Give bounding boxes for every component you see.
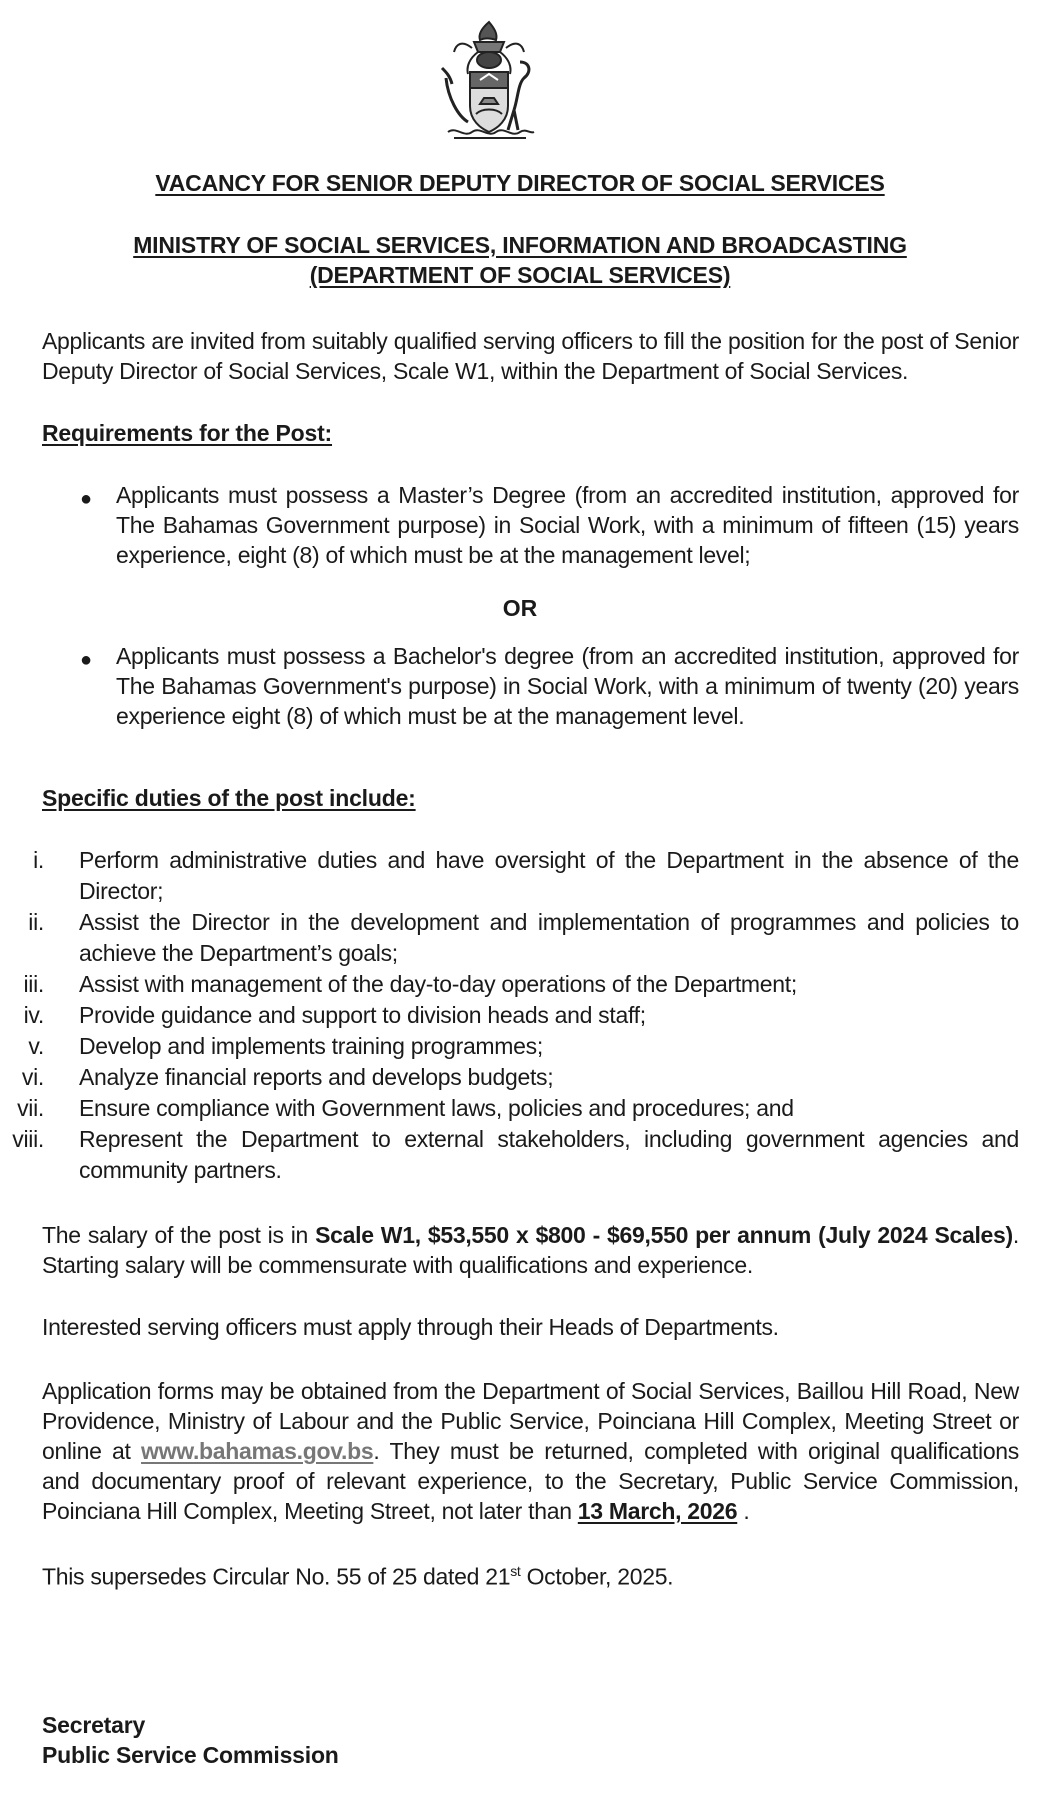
supersedes-prefix: This supersedes Circular No. 55 of 25 dated 21 <box>42 1563 511 1590</box>
duty-text: Provide guidance and support to division heads and staff; <box>79 1002 646 1028</box>
duty-numeral: vii. <box>17 1095 44 1121</box>
duty-text: Assist the Director in the development and implementation of programmes and policies to achieve the Department’s goals; <box>79 909 1019 966</box>
bahamas-coat-of-arms-icon <box>434 18 544 146</box>
vacancy-title: VACANCY FOR SENIOR DEPUTY DIRECTOR OF SOCIAL SERVICES <box>155 170 885 196</box>
supersedes-note <box>42 1556 1019 1592</box>
duty-text: Assist with management of the day-to-day operations of the Department; <box>79 971 797 997</box>
application-part-1: Application forms may be obtained from the Department of Social Services, Baillou Hill Road, New Providence, Ministry of Labour and the Public Service, Poinciana Hill Complex, Meeting Street or online at <box>42 1378 1019 1464</box>
duty-item <box>0 969 1040 1000</box>
duty-item <box>0 1062 1040 1093</box>
application-part-3: . <box>737 1498 750 1524</box>
application-part-2: . They must be returned, completed with original qualifications and documentary proof of relevant experience, to the Secretary, Public Service Commission, Poinciana Hill Complex, Meeting Street, not later than <box>42 1438 1019 1524</box>
application-paragraph <box>42 1376 1019 1526</box>
duties-list <box>0 845 1040 1186</box>
salary-prefix: The salary of the post is in <box>42 1222 316 1248</box>
duty-item <box>0 1031 1040 1062</box>
ministry-title: MINISTRY OF SOCIAL SERVICES, INFORMATION AND BROADCASTING <box>133 232 907 258</box>
bullet-icon: ● <box>80 488 93 510</box>
duty-text: Analyze financial reports and develops budgets; <box>79 1064 554 1090</box>
duty-item <box>0 907 1040 969</box>
duty-text: Develop and implements training programmes; <box>79 1033 543 1059</box>
duty-numeral: v. <box>28 1033 44 1059</box>
requirement-item-2: Applicants must possess a Bachelor's degree (from an accredited institution, approved for The Bahamas Government's purpose) in Social Work, with a minimum of twenty (20) years experience eight (8) of which must be at the management level. <box>116 643 1019 729</box>
duty-item <box>0 1124 1040 1186</box>
supersedes-suffix: October, 2025. <box>520 1563 674 1590</box>
duty-item <box>0 845 1040 907</box>
deadline-date: 13 March, 2026 <box>577 1498 738 1524</box>
signature-title: Secretary <box>42 1712 146 1738</box>
apply-note: Interested serving officers must apply through their Heads of Departments. <box>42 1314 779 1340</box>
duty-text: Represent the Department to external stakeholders, including government agencies and community partners. <box>79 1126 1019 1183</box>
duty-numeral: i. <box>33 847 44 873</box>
requirements-heading: Requirements for the Post: <box>42 420 333 446</box>
duty-text: Perform administrative duties and have oversight of the Department in the absence of the Director; <box>79 847 1019 904</box>
duty-numeral: vi. <box>21 1064 44 1090</box>
signature-organization: Public Service Commission <box>42 1742 339 1768</box>
website-link[interactable]: www.bahamas.gov.bs <box>141 1438 374 1464</box>
duty-numeral: viii. <box>12 1126 44 1152</box>
salary-scale: Scale W1, $53,550 x $800 - $69,550 per annum (July 2024 Scales) <box>315 1222 1013 1248</box>
requirement-item-1: Applicants must possess a Master’s Degree (from an accredited institution, approved for The Bahamas Government purpose) in Social Work, with a minimum of fifteen (15) years experience, eight (8) of which must be at the management level; <box>116 482 1019 568</box>
duty-numeral: ii. <box>28 909 44 935</box>
bullet-icon: ● <box>80 649 93 671</box>
duties-heading: Specific duties of the post include: <box>42 785 416 811</box>
intro-paragraph: Applicants are invited from suitably qualified serving officers to fill the position for the post of Senior Deputy Director of Social Services, Scale W1, within the Department of Social Services. <box>42 328 1019 384</box>
duty-numeral: iii. <box>23 971 44 997</box>
department-title: (DEPARTMENT OF SOCIAL SERVICES) <box>309 262 731 288</box>
duty-item <box>0 1000 1040 1031</box>
duty-numeral: iv. <box>23 1002 44 1028</box>
supersedes-ordinal: st <box>510 1563 521 1579</box>
or-separator: OR <box>502 595 538 621</box>
salary-paragraph <box>42 1220 1019 1280</box>
duty-item <box>0 1093 1040 1124</box>
duty-text: Ensure compliance with Government laws, policies and procedures; and <box>79 1095 794 1121</box>
salary-suffix: . Starting salary will be commensurate with qualifications and experience. <box>42 1222 1019 1278</box>
